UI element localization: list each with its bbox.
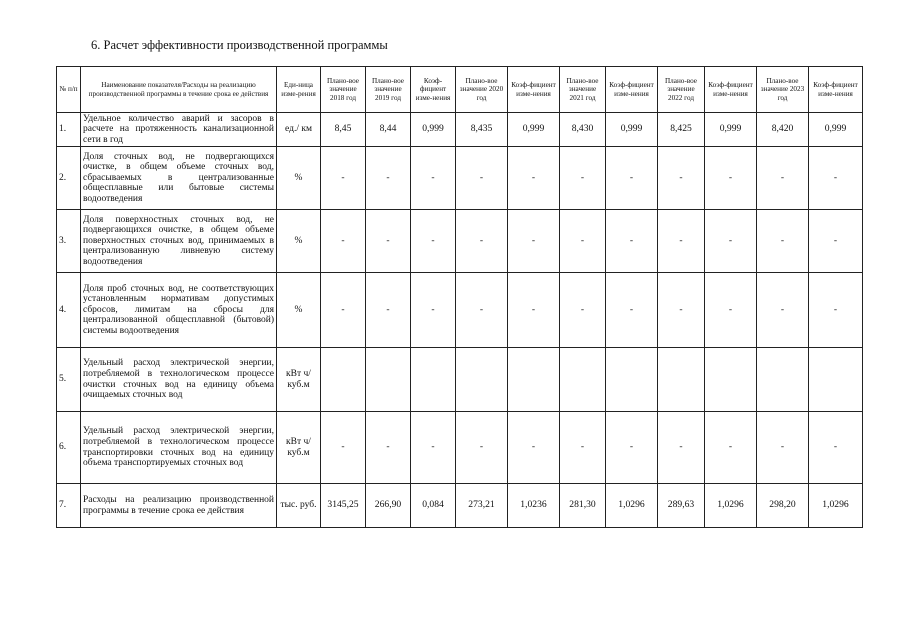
unit-cell: % <box>277 273 321 348</box>
unit-cell: % <box>277 210 321 273</box>
value-cell: - <box>658 412 705 484</box>
value-cell: - <box>366 412 411 484</box>
value-cell <box>321 348 366 412</box>
value-cell <box>658 348 705 412</box>
header-cell: Наименование показателя/Расходы на реализацию производственной программы в течение срока ее действия <box>81 67 277 113</box>
table-row <box>57 113 863 147</box>
value-cell <box>411 348 456 412</box>
value-cell: 281,30 <box>560 484 606 528</box>
value-cell: 0,084 <box>411 484 456 528</box>
value-cell: - <box>705 210 757 273</box>
value-cell: - <box>321 412 366 484</box>
value-cell: - <box>757 273 809 348</box>
value-cell: - <box>757 210 809 273</box>
header-cell: № п/п <box>57 67 81 113</box>
indicator-name: Удельный расход электрической энергии, потребляемой в технологическом процессе очистки сточных вод на единицу объема очищаемых сточных вод <box>81 348 277 412</box>
value-cell: 0,999 <box>705 113 757 147</box>
row-number: 3. <box>57 210 81 273</box>
header-cell: Плано-вое значение 2022 год <box>658 67 705 113</box>
value-cell: 3145,25 <box>321 484 366 528</box>
value-cell: - <box>757 412 809 484</box>
value-cell <box>560 348 606 412</box>
value-cell: 266,90 <box>366 484 411 528</box>
table-row <box>57 412 863 484</box>
header-cell: Плано-вое значение 2020 год <box>456 67 508 113</box>
value-cell: - <box>560 210 606 273</box>
value-cell: - <box>456 412 508 484</box>
row-number: 4. <box>57 273 81 348</box>
indicator-name: Доля поверхностных сточных вод, не подвергающихся очистке, в общем объеме поверхностных сточных вод, принимаемых в централизованную ливневую систему водоотведения <box>81 210 277 273</box>
value-cell: - <box>757 147 809 210</box>
value-cell <box>757 348 809 412</box>
value-cell: - <box>809 412 863 484</box>
row-number: 7. <box>57 484 81 528</box>
value-cell: - <box>560 412 606 484</box>
value-cell: 8,425 <box>658 113 705 147</box>
value-cell: 1,0296 <box>809 484 863 528</box>
value-cell: - <box>560 273 606 348</box>
value-cell: 8,45 <box>321 113 366 147</box>
header-cell: Коэф-фициент изме-нения <box>508 67 560 113</box>
table-header-row <box>57 67 863 113</box>
value-cell <box>809 348 863 412</box>
value-cell: - <box>321 210 366 273</box>
value-cell: - <box>321 147 366 210</box>
value-cell: - <box>366 273 411 348</box>
value-cell: 273,21 <box>456 484 508 528</box>
value-cell: 0,999 <box>411 113 456 147</box>
value-cell: - <box>606 273 658 348</box>
header-cell: Плано-вое значение 2023 год <box>757 67 809 113</box>
table-row <box>57 147 863 210</box>
value-cell: 8,44 <box>366 113 411 147</box>
value-cell: - <box>366 147 411 210</box>
value-cell: - <box>508 210 560 273</box>
value-cell: - <box>606 412 658 484</box>
value-cell <box>606 348 658 412</box>
value-cell: - <box>411 412 456 484</box>
header-cell: Коэф-фициент изме-нения <box>411 67 456 113</box>
header-cell: Плано-вое значение 2018 год <box>321 67 366 113</box>
value-cell: 298,20 <box>757 484 809 528</box>
value-cell: 1,0236 <box>508 484 560 528</box>
indicator-name: Доля проб сточных вод, не соответствующих установленным нормативам допустимых сбросов, лимитам на сбросы для централизованной общесплавной (бытовой) системы водоотведения <box>81 273 277 348</box>
header-cell: Коэф-фициент изме-нения <box>809 67 863 113</box>
efficiency-table <box>56 66 863 528</box>
value-cell: - <box>809 147 863 210</box>
unit-cell: % <box>277 147 321 210</box>
page-title: 6. Расчет эффективности производственной программы <box>91 38 388 52</box>
value-cell <box>508 348 560 412</box>
indicator-name: Доля сточных вод, не подвергающихся очистке, в общем объеме сточных вод, сбрасываемых в централизованные общесплавные или бытовые системы водоотведения <box>81 147 277 210</box>
header-cell: Плано-вое значение 2019 год <box>366 67 411 113</box>
row-number: 2. <box>57 147 81 210</box>
unit-cell: кВт ч/куб.м <box>277 348 321 412</box>
value-cell: 8,430 <box>560 113 606 147</box>
value-cell: - <box>809 273 863 348</box>
value-cell: - <box>411 147 456 210</box>
row-number: 5. <box>57 348 81 412</box>
header-cell: Плано-вое значение 2021 год <box>560 67 606 113</box>
value-cell: - <box>456 210 508 273</box>
value-cell <box>705 348 757 412</box>
header-cell: Коэф-фициент изме-нения <box>705 67 757 113</box>
value-cell: 0,999 <box>809 113 863 147</box>
value-cell: - <box>606 147 658 210</box>
value-cell: - <box>321 273 366 348</box>
value-cell: - <box>658 147 705 210</box>
value-cell: - <box>411 210 456 273</box>
indicator-name: Расходы на реализацию производственной программы в течение срока ее действия <box>81 484 277 528</box>
table-row <box>57 273 863 348</box>
value-cell: - <box>508 273 560 348</box>
value-cell: - <box>508 412 560 484</box>
value-cell: - <box>705 412 757 484</box>
value-cell: 8,435 <box>456 113 508 147</box>
unit-cell: ед./ км <box>277 113 321 147</box>
row-number: 6. <box>57 412 81 484</box>
value-cell: 1,0296 <box>705 484 757 528</box>
value-cell: - <box>366 210 411 273</box>
unit-cell: тыс. руб. <box>277 484 321 528</box>
value-cell: - <box>456 273 508 348</box>
value-cell: 0,999 <box>508 113 560 147</box>
value-cell: - <box>658 273 705 348</box>
value-cell: - <box>411 273 456 348</box>
table-row <box>57 484 863 528</box>
value-cell: - <box>508 147 560 210</box>
value-cell: - <box>705 273 757 348</box>
value-cell: - <box>705 147 757 210</box>
value-cell: - <box>809 210 863 273</box>
header-cell: Еди-ница изме-рения <box>277 67 321 113</box>
row-number: 1. <box>57 113 81 147</box>
unit-cell: кВт ч/куб.м <box>277 412 321 484</box>
table-row <box>57 210 863 273</box>
header-cell: Коэф-фициент изме-нения <box>606 67 658 113</box>
value-cell: 289,63 <box>658 484 705 528</box>
indicator-name: Удельное количество аварий и засоров в расчете на протяженность канализационной сети в год <box>81 113 277 147</box>
value-cell: - <box>658 210 705 273</box>
value-cell: - <box>456 147 508 210</box>
value-cell <box>366 348 411 412</box>
table-row <box>57 348 863 412</box>
value-cell <box>456 348 508 412</box>
indicator-name: Удельный расход электрической энергии, потребляемой в технологическом процессе транспортировки сточных вод на единицу объема транспортируемых сточных вод <box>81 412 277 484</box>
value-cell: - <box>560 147 606 210</box>
value-cell: - <box>606 210 658 273</box>
value-cell: 1,0296 <box>606 484 658 528</box>
value-cell: 0,999 <box>606 113 658 147</box>
value-cell: 8,420 <box>757 113 809 147</box>
